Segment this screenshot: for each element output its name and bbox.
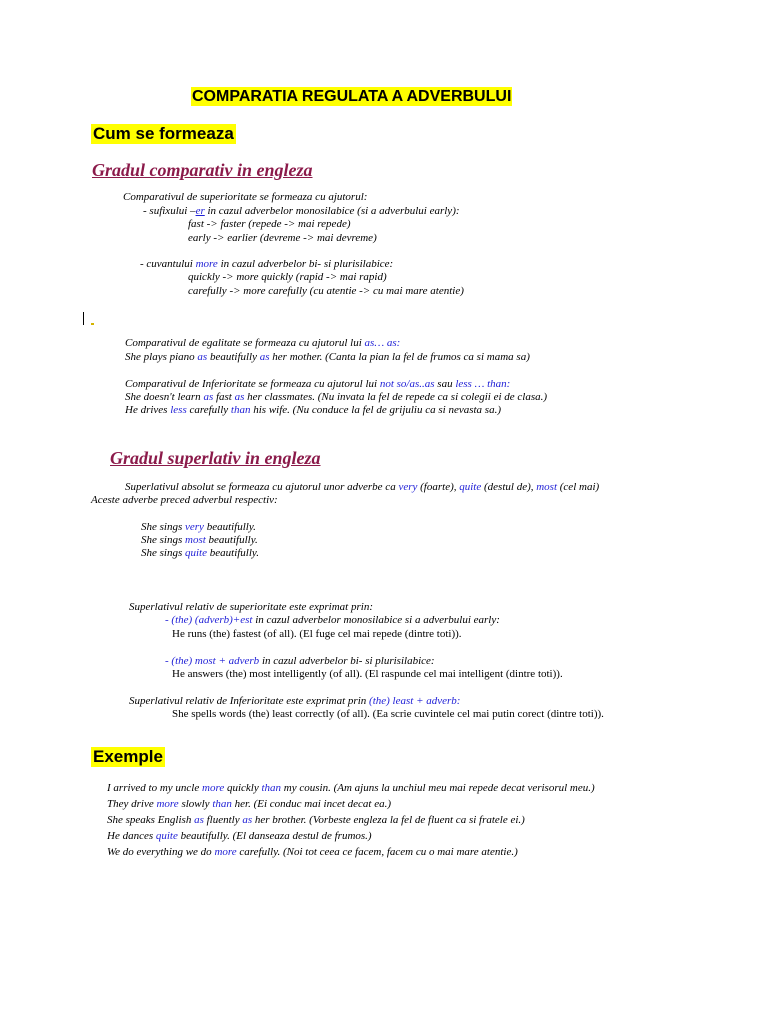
text-fragment: beautifully. — [207, 547, 259, 559]
equality-rule-line — [125, 337, 400, 350]
text-fragment: carefully — [186, 404, 231, 416]
example-piano — [125, 351, 530, 364]
text-fragment: She sings — [141, 521, 185, 533]
page-title: COMPARATIA REGULATA A ADVERBULUI — [192, 88, 512, 105]
keyword-er: er — [195, 205, 205, 217]
text-fragment: quickly — [224, 782, 262, 794]
keyword-quite: quite — [155, 830, 178, 842]
example-quickly: quickly -> more quickly (rapid -> mai rapid) — [188, 271, 387, 283]
text-fragment: sau — [434, 378, 456, 390]
example-sings-most — [141, 534, 258, 547]
keyword-as: as — [203, 391, 214, 403]
text-fragment: her brother. (Vorbeste engleza la fel de fluent ca si fratele ei.) — [252, 814, 525, 826]
relative-rule-most — [165, 655, 435, 668]
suffix-rule-line — [143, 205, 460, 218]
keyword-more: more — [195, 258, 218, 270]
example-fast: fast -> faster (repede -> mai repede) — [188, 218, 351, 230]
keyword-more: more — [156, 798, 179, 810]
text-fragment: fast — [213, 391, 235, 403]
keyword-as: as — [259, 351, 270, 363]
relative-rule-est — [165, 614, 500, 627]
text-fragment: slowly — [178, 798, 213, 810]
example-sings-quite — [141, 547, 259, 560]
text-fragment: - cuvantului — [140, 258, 196, 270]
text-fragment: carefully. (Noi tot ceea ce facem, facem cu o mai mare atentie.) — [236, 846, 518, 858]
keyword-most: most — [536, 481, 558, 493]
word-rule-line — [140, 258, 393, 271]
example-early: early -> earlier (devreme -> mai devreme) — [188, 232, 377, 244]
text-fragment: We do everything we do — [107, 846, 215, 858]
inferiority-rule-line — [125, 378, 510, 391]
text-fragment: I arrived to my uncle — [107, 782, 202, 794]
keyword-not-so-as: not so/as..as — [379, 378, 435, 390]
text-fragment: She sings — [141, 534, 185, 546]
text-fragment: her mother. (Canta la pian la fel de frumos ca si mama sa) — [269, 351, 530, 363]
text-fragment: in cazul adverbelor bi- si plurisilabice: — [259, 655, 435, 667]
keyword-the-adverb-est: (the) (adverb)+est — [171, 614, 253, 626]
keyword-than: than — [212, 798, 232, 810]
text-fragment: beautifully. (El danseaza destul de frumos.) — [177, 830, 372, 842]
example-carefully: carefully -> more carefully (cu atentie -> cu mai mare atentie) — [188, 285, 464, 297]
text-fragment: Comparativul de egalitate se formeaza cu ajutorul lui — [125, 337, 365, 349]
example-drive — [125, 404, 501, 417]
keyword-as-as: as… as: — [364, 337, 401, 349]
keyword-quite: quite — [459, 481, 482, 493]
keyword-more: more — [214, 846, 237, 858]
text-fragment: in cazul adverbelor bi- si plurisilabice: — [217, 258, 394, 270]
section-heading-cum-se-formeaza: Cum se formeaza — [93, 124, 234, 143]
keyword-the-least-adverb: (the) least + adverb: — [369, 695, 461, 707]
example-answers: He answers (the) most intelligently (of all). (El raspunde cel mai intelligent (dintre toti)). — [172, 668, 563, 680]
inferiority-superlative-line — [129, 695, 460, 708]
keyword-less-than: less … than: — [455, 378, 511, 390]
example-line-2 — [107, 798, 391, 811]
keyword-very: very — [185, 521, 204, 533]
text-fragment: his wife. (Nu conduce la fel de grijuliu ca si nevasta sa.) — [250, 404, 502, 416]
paragraph-mark — [91, 323, 94, 325]
text-fragment: - sufixului – — [143, 205, 196, 217]
text-fragment: - — [165, 655, 172, 667]
example-spells: She spells words (the) least correctly (of all). (Ea scrie cuvintele cel mai putin corect (dintre toti)). — [172, 708, 604, 720]
text-fragment: (destul de), — [481, 481, 537, 493]
keyword-as: as — [197, 351, 208, 363]
text-fragment: Superlativul absolut se formeaza cu ajutorul unor adverbe ca — [125, 481, 399, 493]
text-fragment: Superlativul relativ de Inferioritate este exprimat prin — [129, 695, 370, 707]
absolute-superlative-line-2: Aceste adverbe preced adverbul respectiv: — [91, 494, 278, 506]
heading-comparative: Gradul comparativ in engleza — [92, 160, 313, 180]
relative-superlative-intro: Superlativul relativ de superioritate este exprimat prin: — [129, 601, 373, 613]
keyword-quite: quite — [185, 547, 207, 559]
heading-superlative: Gradul superlativ in engleza — [110, 448, 321, 468]
keyword-most: most — [185, 534, 206, 546]
text-fragment: her classmates. (Nu invata la fel de repede ca si colegii ei de clasa.) — [244, 391, 548, 403]
text-fragment: They drive — [107, 798, 157, 810]
keyword-more: more — [202, 782, 225, 794]
keyword-than: than — [261, 782, 282, 794]
keyword-as: as — [234, 391, 245, 403]
example-line-5 — [107, 846, 518, 859]
text-fragment: Comparativul de Inferioritate se formeaza cu ajutorul lui — [125, 378, 380, 390]
text-fragment: my cousin. (Am ajuns la unchiul meu mai repede decat verisorul meu.) — [281, 782, 595, 794]
text-fragment: beautifully. — [203, 521, 256, 533]
example-line-1 — [107, 782, 595, 795]
keyword-as: as — [194, 814, 204, 826]
keyword-the-most-adverb: (the) most + adverb — [171, 655, 260, 667]
text-fragment: She speaks English — [107, 814, 195, 826]
comparative-intro: Comparativul de superioritate se formeaza cu ajutorul: — [123, 191, 368, 203]
text-fragment: fluently — [203, 814, 243, 826]
absolute-superlative-line — [125, 481, 599, 494]
text-fragment: She sings — [141, 547, 185, 559]
example-line-4 — [107, 830, 372, 843]
section-heading-exemple: Exemple — [93, 747, 163, 766]
keyword-than: than — [230, 404, 251, 416]
example-sings-very — [141, 521, 256, 534]
keyword-as: as — [242, 814, 253, 826]
text-fragment: beautifully. — [205, 534, 258, 546]
example-runs: He runs (the) fastest (of all). (El fuge cel mai repede (dintre toti)). — [172, 628, 462, 640]
text-fragment: her. (Ei conduc mai incet decat ea.) — [231, 798, 392, 810]
text-fragment: He drives — [125, 404, 171, 416]
keyword-less: less — [170, 404, 187, 416]
text-fragment: He dances — [107, 830, 156, 842]
text-fragment: beautifully — [207, 351, 260, 363]
text-fragment: - — [165, 614, 172, 626]
keyword-very: very — [398, 481, 418, 493]
text-cursor — [83, 312, 84, 325]
text-fragment: (foarte), — [417, 481, 460, 493]
example-line-3 — [107, 814, 525, 827]
text-fragment: (cel mai) — [557, 481, 600, 493]
text-fragment: She plays piano — [125, 351, 198, 363]
text-fragment: in cazul adverbelor monosilabice (si a adverbului early): — [204, 205, 460, 217]
example-learn — [125, 391, 547, 404]
text-fragment: in cazul adverbelor monosilabice si a adverbului early: — [252, 614, 500, 626]
text-fragment: She doesn't learn — [125, 391, 204, 403]
